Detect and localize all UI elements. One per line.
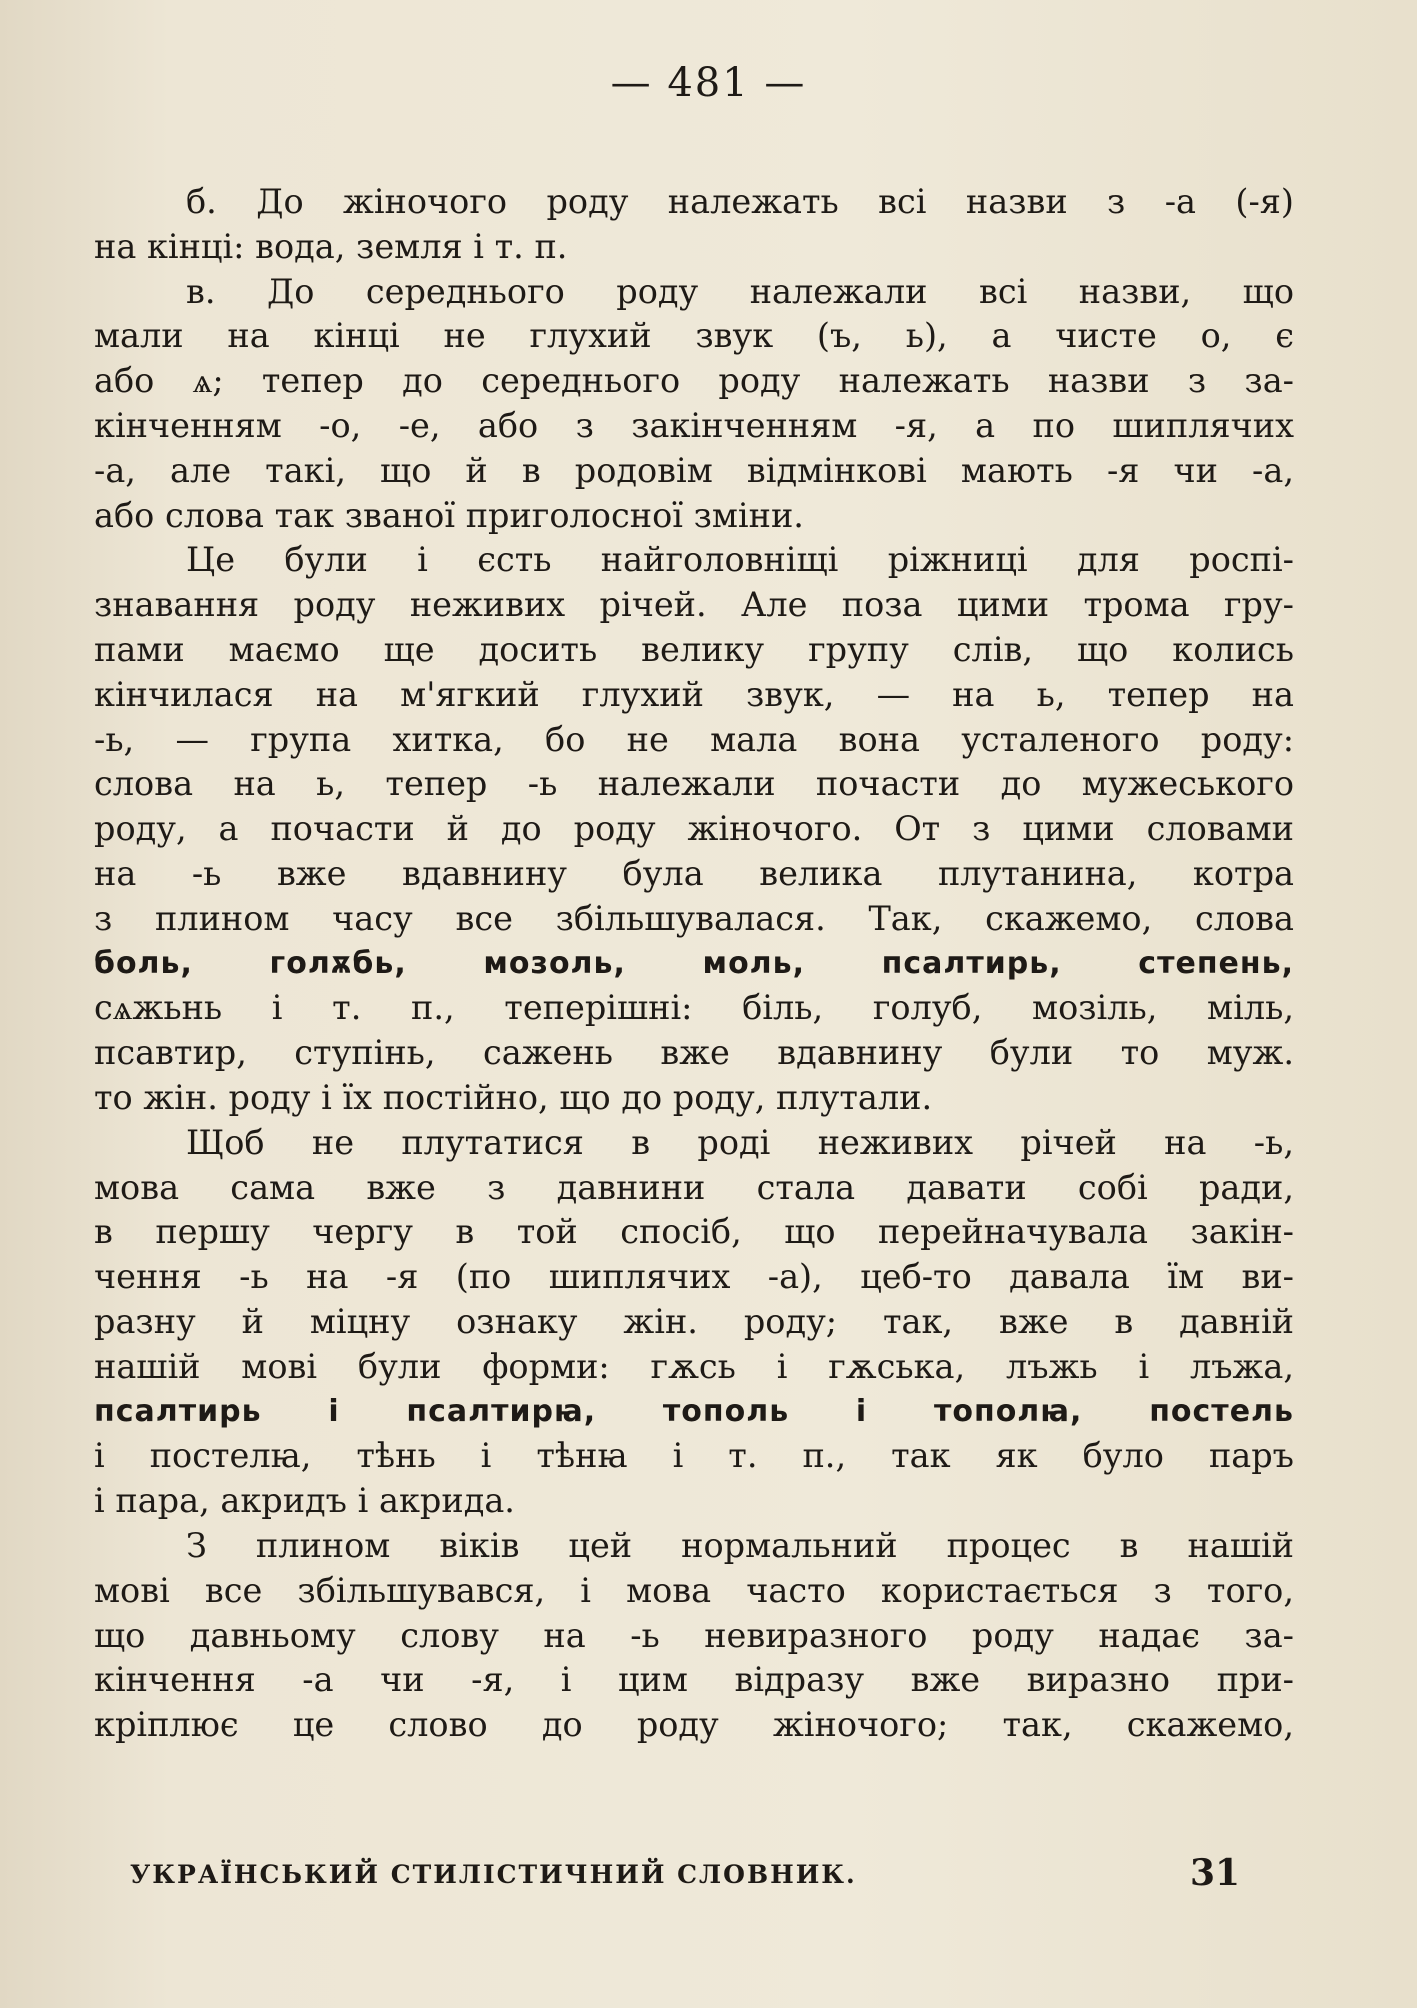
old-slavonic-line: боль, голѫбь, мозоль, моль, псалтирь, степень, [94, 945, 1294, 981]
text-line: чення -ь на -я (по шиплячих -а), цеб-то давала їм ви- [94, 1257, 1294, 1297]
text-line: мові все збільшувався, і мова часто користається з того, [94, 1570, 1294, 1610]
signature-number: 31 [1190, 1852, 1241, 1894]
text-line: Щоб не плутатися в роді неживих річей на -ь, [186, 1122, 1294, 1162]
text-line: що давньому слову на -ь невиразного роду надає за- [94, 1615, 1294, 1655]
text-line: слова на ь, тепер -ь належали почасти до мужеського [94, 764, 1294, 804]
text-line: нашій мові були форми: гѫсь і гѫська, лъжь і лъжа, [94, 1346, 1294, 1386]
page-number-header: — 481 — [610, 60, 807, 106]
text-line: або слова так званої приголосної зміни. [94, 495, 804, 535]
old-slavonic-line: псалтирь і псалтирꙗ, тополь і тополꙗ, постель [94, 1393, 1294, 1429]
text-line: на -ь вже вдавнину була велика плутанина, котра [94, 853, 1294, 893]
text-line: разну й міцну ознаку жін. роду; так, вже в давній [94, 1301, 1294, 1341]
text-line: -а, але такі, що й в родовім відмінкові мають -я чи -а, [94, 450, 1294, 490]
text-line: в першу чергу в той спосіб, що перейначувала закін- [94, 1212, 1294, 1252]
text-line: -ь, — група хитка, бо не мала вона усталеного роду: [94, 719, 1294, 759]
text-line: і постелꙗ, тѣнь і тѣнꙗ і т. п., так як було паръ [94, 1436, 1294, 1476]
text-line: кінченням -о, -е, або з закінченням -я, а по шиплячих [94, 405, 1294, 445]
text-line: кінчилася на м'ягкий глухий звук, — на ь, тепер на [94, 674, 1294, 714]
text-line: і пара, акридъ і акрида. [94, 1481, 515, 1521]
text-line: на кінці: вода, земля і т. п. [94, 226, 568, 266]
text-line: знавання роду неживих річей. Але поза цими трома гру- [94, 585, 1294, 625]
book-title-footer: УКРАЇНСЬКИЙ СТИЛІСТИЧНИЙ СЛОВНИК. [130, 1860, 857, 1889]
text-line: мова сама вже з давнини стала давати собі ради, [94, 1167, 1294, 1207]
text-line: кінчення -а чи -я, і цим відразу вже виразно при- [94, 1660, 1294, 1700]
text-line: сѧжьнь і т. п., теперішні: біль, голуб, мозіль, міль, [94, 988, 1294, 1028]
text-line: Це були і єсть найголовніщі ріжниці для роспі- [186, 540, 1294, 580]
text-line: в. До середнього роду належали всі назви, що [186, 271, 1294, 311]
text-line: або ѧ; тепер до середнього роду належать назви з за- [94, 361, 1294, 401]
text-line: кріплює це слово до роду жіночого; так, скажемо, [94, 1705, 1294, 1745]
text-line: то жін. роду і їх постійно, що до роду, плутали. [94, 1077, 933, 1117]
text-line: мали на кінці не глухий звук (ъ, ь), а чисте о, є [94, 316, 1294, 356]
page-body [94, 180, 1294, 1748]
text-line: роду, а почасти й до роду жіночого. От з цими словами [94, 809, 1294, 849]
text-line: пами маємо ще досить велику групу слів, що колись [94, 629, 1294, 669]
text-line: псавтир, ступінь, сажень вже вдавнину були то муж. [94, 1033, 1294, 1073]
text-line: з плином часу все збільшувалася. Так, скажемо, слова [94, 898, 1294, 938]
text-line: б. До жіночого роду належать всі назви з -а (-я) [186, 182, 1294, 221]
text-line: З плином віків цей нормальний процес в нашій [186, 1525, 1294, 1565]
